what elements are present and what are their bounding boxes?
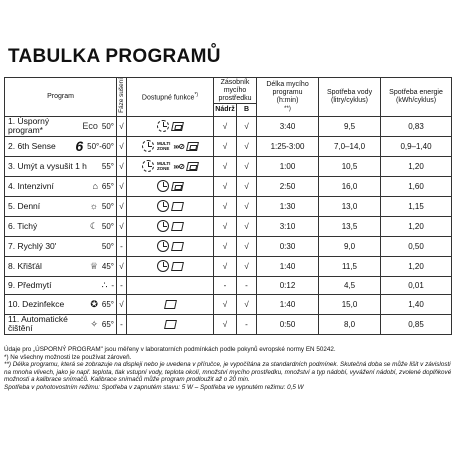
- program-cell: [5, 276, 117, 294]
- b-cell: √: [237, 136, 257, 156]
- b-cell: √: [237, 256, 257, 276]
- functions-cell: [127, 196, 214, 216]
- header-energy: Spotřeba energie (kWh/cyklus): [381, 78, 452, 117]
- footnote-options: *) Ne všechny možnosti lze používat zároveň.: [4, 353, 132, 361]
- delay-clock-icon: [157, 180, 169, 192]
- program-table: [4, 77, 452, 335]
- disinfect-icon: ✪: [90, 298, 98, 309]
- table-row: [5, 196, 452, 216]
- program-name: 1. Úsporný program*: [8, 116, 50, 136]
- functions-cell: [127, 116, 214, 136]
- program-temperature: -: [111, 280, 114, 290]
- delay-clock-icon: [157, 260, 169, 272]
- water-cell: 10,5: [319, 156, 381, 176]
- functions-cell: [127, 314, 214, 334]
- functions-cell: [127, 276, 214, 294]
- header-detergent-dispenser: Zásobník mycího prostředku: [214, 78, 257, 104]
- functions-cell: [127, 176, 214, 196]
- program-cell: [5, 236, 117, 256]
- b-cell: √: [237, 236, 257, 256]
- energy-cell: 1,20: [381, 216, 452, 236]
- footnotes: [4, 346, 456, 391]
- tank-cell: √: [214, 314, 237, 334]
- drying-phase-cell: √: [117, 176, 127, 196]
- duration-cell: 1:30: [257, 196, 319, 216]
- drying-phase-cell: -: [117, 314, 127, 334]
- duration-cell: 0:12: [257, 276, 319, 294]
- header-water: Spotřeba vody (litry/cyklus): [319, 78, 381, 117]
- drops-icon: ∴: [101, 279, 108, 290]
- duration-cell: 1:00: [257, 156, 319, 176]
- program-name: 4. Intenzivní: [8, 180, 54, 191]
- drying-phase-cell: √: [117, 116, 127, 136]
- program-name: 3. Umýt a vysušit 1 h: [8, 160, 87, 171]
- sixth-sense-icon: 6: [75, 138, 84, 155]
- tank-cell: √: [214, 116, 237, 136]
- energy-cell: 1,15: [381, 196, 452, 216]
- tank-cell: √: [214, 294, 237, 314]
- header-duration: Délka mycího programu (h:min) **): [257, 78, 319, 117]
- duration-cell: 3:10: [257, 216, 319, 236]
- program-name: 5. Denní: [8, 200, 41, 211]
- functions-cell: [127, 216, 214, 236]
- tablet-icon: [171, 262, 184, 271]
- program-cell: [5, 294, 117, 314]
- delay-clock-icon: [157, 220, 169, 232]
- water-cell: 8,0: [319, 314, 381, 334]
- delay-clock-icon: [142, 140, 154, 152]
- turbo-arrows-icon: ›››⊘: [173, 141, 185, 151]
- table-row: [5, 116, 452, 136]
- energy-cell: 0,50: [381, 236, 452, 256]
- drying-phase-cell: -: [117, 236, 127, 256]
- program-cell: [5, 256, 117, 276]
- duration-cell: 1:40: [257, 294, 319, 314]
- program-temperature: 65°: [101, 319, 114, 329]
- drying-phase-cell: √: [117, 156, 127, 176]
- water-cell: 9,5: [319, 116, 381, 136]
- pot-icon: ⌂: [92, 180, 98, 191]
- delay-clock-icon: [157, 240, 169, 252]
- drying-phase-cell: √: [117, 196, 127, 216]
- energy-cell: 0,85: [381, 314, 452, 334]
- footnote-standby: Spotřeba v pohotovostním režimu: Spotřeba v zapnutém stavu: 5 W – Spotřeba ve vypnutém režimu: 0,5 W: [4, 383, 304, 391]
- tablet-icon: [171, 242, 184, 251]
- energy-cell: 1,20: [381, 156, 452, 176]
- program-temperature: 50°: [101, 221, 114, 231]
- program-temperature: 45°: [101, 261, 114, 271]
- tank-cell: √: [214, 196, 237, 216]
- table-row: [5, 176, 452, 196]
- turbo-arrows-icon: ›››⊘: [173, 161, 185, 171]
- functions-cell: [127, 156, 214, 176]
- drying-phase-cell: √: [117, 256, 127, 276]
- header-drying-phase: Fáze sušení: [117, 78, 127, 117]
- tablet-icon: [164, 300, 177, 309]
- moon-icon: ☾: [89, 220, 98, 231]
- delay-clock-icon: [157, 120, 169, 132]
- b-cell: -: [237, 276, 257, 294]
- tank-cell: √: [214, 176, 237, 196]
- tablet-icon: [186, 142, 199, 151]
- tablet-icon: [171, 182, 184, 191]
- multizone-icon: MULTI ZONE: [156, 161, 171, 172]
- table-row: [5, 256, 452, 276]
- header-program: Program: [5, 78, 117, 117]
- page-title: TABULKA PROGRAMŮ: [8, 46, 221, 67]
- water-cell: 13,5: [319, 216, 381, 236]
- program-cell: [5, 156, 117, 176]
- table-row: [5, 136, 452, 156]
- duration-cell: 1:40: [257, 256, 319, 276]
- tank-cell: √: [214, 156, 237, 176]
- clean-icon: ✧: [90, 318, 98, 329]
- program-name: 10. Dezinfekce: [8, 298, 65, 309]
- energy-cell: 0,83: [381, 116, 452, 136]
- functions-cell: [127, 136, 214, 156]
- program-cell: [5, 216, 117, 236]
- program-name: 6. Tichý: [8, 220, 38, 231]
- drying-phase-cell: √: [117, 294, 127, 314]
- drying-phase-cell: √: [117, 136, 127, 156]
- program-cell: [5, 136, 117, 156]
- water-cell: 11,5: [319, 256, 381, 276]
- program-cell: [5, 116, 117, 136]
- table-row: [5, 156, 452, 176]
- program-name: 2. 6th Sense: [8, 140, 56, 151]
- program-name: 7. Rychlý 30': [8, 240, 57, 251]
- water-cell: 15,0: [319, 294, 381, 314]
- drying-phase-cell: -: [117, 276, 127, 294]
- footnote-duration: **) Délka programu, která se zobrazuje na displeji nebo je uvedena v příručce, je vypočítána za standardních podmínek. Skutečná doba se může lišit v závislosti na mnoha vlivech, jako je např. teplota, tlak vstupní vody, teplota okolí, množství mycího prostředku, množství a typ nádobí, vyvážení nádobí, zvolené doplňkové možnosti a kalibrace snímačů. Kalibrace snímačů může program prodloužit až o 20 min.: [4, 361, 452, 383]
- program-temperature: 65°: [101, 299, 114, 309]
- program-temperature: 65°: [101, 181, 114, 191]
- program-name: 8. Křišťál: [8, 260, 42, 271]
- table-row: [5, 294, 452, 314]
- b-cell: √: [237, 294, 257, 314]
- program-cell: [5, 314, 117, 334]
- b-cell: √: [237, 216, 257, 236]
- duration-cell: 2:50: [257, 176, 319, 196]
- tank-cell: √: [214, 216, 237, 236]
- tank-cell: √: [214, 136, 237, 156]
- program-name: 9. Předmytí: [8, 279, 52, 290]
- water-cell: 9,0: [319, 236, 381, 256]
- program-cell: [5, 196, 117, 216]
- duration-cell: 3:40: [257, 116, 319, 136]
- b-cell: √: [237, 116, 257, 136]
- header-b: B: [237, 104, 257, 117]
- drying-phase-cell: √: [117, 216, 127, 236]
- header-functions: Dostupné funkce*): [127, 78, 214, 117]
- table-row: [5, 276, 452, 294]
- footnote-eco: Údaje pro „ÚSPORNÝ PROGRAM" jsou měřeny v laboratorních podmínkách podle pokynů evropské normy EN 50242.: [4, 346, 336, 353]
- water-cell: 7,0–14,0: [319, 136, 381, 156]
- duration-cell: 0:50: [257, 314, 319, 334]
- delay-clock-icon: [157, 200, 169, 212]
- tank-cell: -: [214, 276, 237, 294]
- energy-cell: 1,60: [381, 176, 452, 196]
- program-name: 11. Automatické čištění: [8, 314, 68, 334]
- b-cell: √: [237, 176, 257, 196]
- glass-icon: ♕: [89, 260, 98, 271]
- duration-cell: 0:30: [257, 236, 319, 256]
- tablet-icon: [164, 320, 177, 329]
- functions-cell: [127, 256, 214, 276]
- tablet-icon: [171, 122, 184, 131]
- eco-icon: Eco: [82, 120, 98, 131]
- tablet-icon: [171, 202, 184, 211]
- energy-cell: 0,9–1,40: [381, 136, 452, 156]
- table-row: [5, 236, 452, 256]
- b-cell: -: [237, 314, 257, 334]
- program-temperature: 50°: [101, 121, 114, 131]
- functions-cell: [127, 294, 214, 314]
- energy-cell: 1,40: [381, 294, 452, 314]
- header-tank: Nádrž: [214, 104, 237, 117]
- program-cell: [5, 176, 117, 196]
- multizone-icon: MULTI ZONE: [156, 141, 171, 152]
- program-temperature: 55°: [101, 161, 114, 171]
- duration-cell: 1:25-3:00: [257, 136, 319, 156]
- water-cell: 13,0: [319, 196, 381, 216]
- energy-cell: 1,20: [381, 256, 452, 276]
- b-cell: √: [237, 156, 257, 176]
- table-row: [5, 314, 452, 334]
- b-cell: √: [237, 196, 257, 216]
- water-cell: 4,5: [319, 276, 381, 294]
- tablet-icon: [186, 162, 199, 171]
- table-row: [5, 216, 452, 236]
- plate-icon: ☼: [89, 200, 98, 211]
- tablet-icon: [171, 222, 184, 231]
- energy-cell: 0,01: [381, 276, 452, 294]
- water-cell: 16,0: [319, 176, 381, 196]
- delay-clock-icon: [142, 160, 154, 172]
- functions-cell: [127, 236, 214, 256]
- program-temperature: 50°: [101, 241, 114, 251]
- program-temperature: 50°: [101, 201, 114, 211]
- program-temperature: 50°-60°: [87, 141, 114, 151]
- tank-cell: √: [214, 256, 237, 276]
- tank-cell: √: [214, 236, 237, 256]
